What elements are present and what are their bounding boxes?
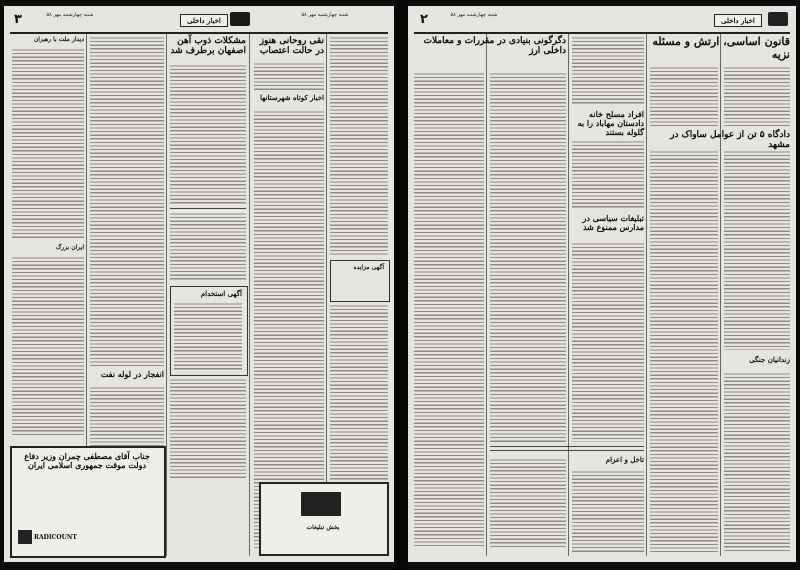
page-number: ۳ xyxy=(14,12,22,27)
right-page xyxy=(408,6,796,562)
spread-gutter xyxy=(394,0,408,570)
main-headline: قانون اساسی، ارتش و مسئله نزیه xyxy=(652,35,790,61)
article-body xyxy=(330,36,388,256)
divider xyxy=(170,208,246,209)
article-body xyxy=(572,36,644,106)
date-line: شنبه چهارشنبه مهر ۵۸ xyxy=(450,12,498,18)
headline: اخبار کوتاه شهرستانها xyxy=(260,93,324,102)
notice-title: آگهی استخدام xyxy=(200,289,242,298)
headline: تبلیغات سیاسی در مدارس ممنوع شد xyxy=(582,213,644,233)
section-label: اخبار داخلی xyxy=(180,14,228,27)
ad-text: جناب آقای مصطفی چمران وزیر دفاع دولت موقت جمهوری اسلامی ایران xyxy=(24,451,150,471)
article-body xyxy=(572,470,644,552)
article-body xyxy=(170,64,246,204)
emblem-icon xyxy=(301,492,341,516)
column-rule xyxy=(249,34,250,556)
section-emblem-icon xyxy=(230,12,250,26)
column-rule xyxy=(720,34,721,556)
headline: زندانیان جنگی xyxy=(749,355,790,364)
left-page xyxy=(4,6,394,562)
ad-brand-small: بخش تبلیغات xyxy=(306,524,340,531)
radicount-logo-icon xyxy=(18,530,32,544)
divider xyxy=(490,450,644,451)
article-body xyxy=(170,212,246,282)
headline: دیدار ملت با رهبران xyxy=(33,36,84,43)
left-masthead xyxy=(10,10,388,34)
column-rule xyxy=(166,34,167,556)
page-number: ۲ xyxy=(420,12,428,27)
section-label: اخبار داخلی xyxy=(714,14,762,27)
article-body xyxy=(254,62,324,90)
notice-title: آگهی مزایده xyxy=(353,264,384,271)
article-body xyxy=(650,150,718,552)
divider xyxy=(490,446,644,447)
headline: دگرگونی بنیادی در مقررات و معاملات داخلی ارز xyxy=(423,36,566,57)
article-body xyxy=(724,150,790,350)
headline: مشکلات ذوب آهن اصفهان برطرف شد xyxy=(170,36,246,57)
article-body xyxy=(572,140,644,210)
date-line: شنبه چهارشنبه مهر ۵۸ xyxy=(46,12,94,18)
article-body xyxy=(572,242,644,442)
article-body xyxy=(490,458,566,548)
article-body xyxy=(414,72,484,546)
ad-brand: RADICOUNT xyxy=(34,534,77,541)
section-emblem-icon xyxy=(768,12,788,26)
headline: افراد مسلح خانه دادستان مهاباد را به گلوله بستند xyxy=(577,109,644,138)
headline: دادگاه ۵ تن از عوامل ساواک در مشهد xyxy=(670,130,790,151)
notice-body xyxy=(174,302,242,370)
article-body xyxy=(90,36,164,366)
article-body xyxy=(490,72,566,442)
headline: ایران بزرگ xyxy=(55,244,84,251)
advertisement xyxy=(10,446,166,558)
article-body xyxy=(12,256,84,436)
column-rule xyxy=(568,34,569,556)
column-rule xyxy=(486,34,487,556)
headline: انفجار در لوله نفت xyxy=(100,369,164,379)
advertisement xyxy=(259,482,389,556)
article-body xyxy=(724,66,790,126)
article-body xyxy=(170,378,246,478)
article-body xyxy=(724,372,790,552)
article-body xyxy=(650,66,718,126)
headline: تاخل و اعزام xyxy=(605,455,644,464)
article-body xyxy=(12,48,84,238)
date-line-secondary: شنبه چهارشنبه مهر ۵۸ xyxy=(301,12,349,18)
column-rule xyxy=(646,34,647,556)
right-masthead xyxy=(414,10,790,34)
column-rule xyxy=(326,34,327,556)
headline: نقی روحانی هنوز در حالت اعتصاب xyxy=(259,36,324,57)
